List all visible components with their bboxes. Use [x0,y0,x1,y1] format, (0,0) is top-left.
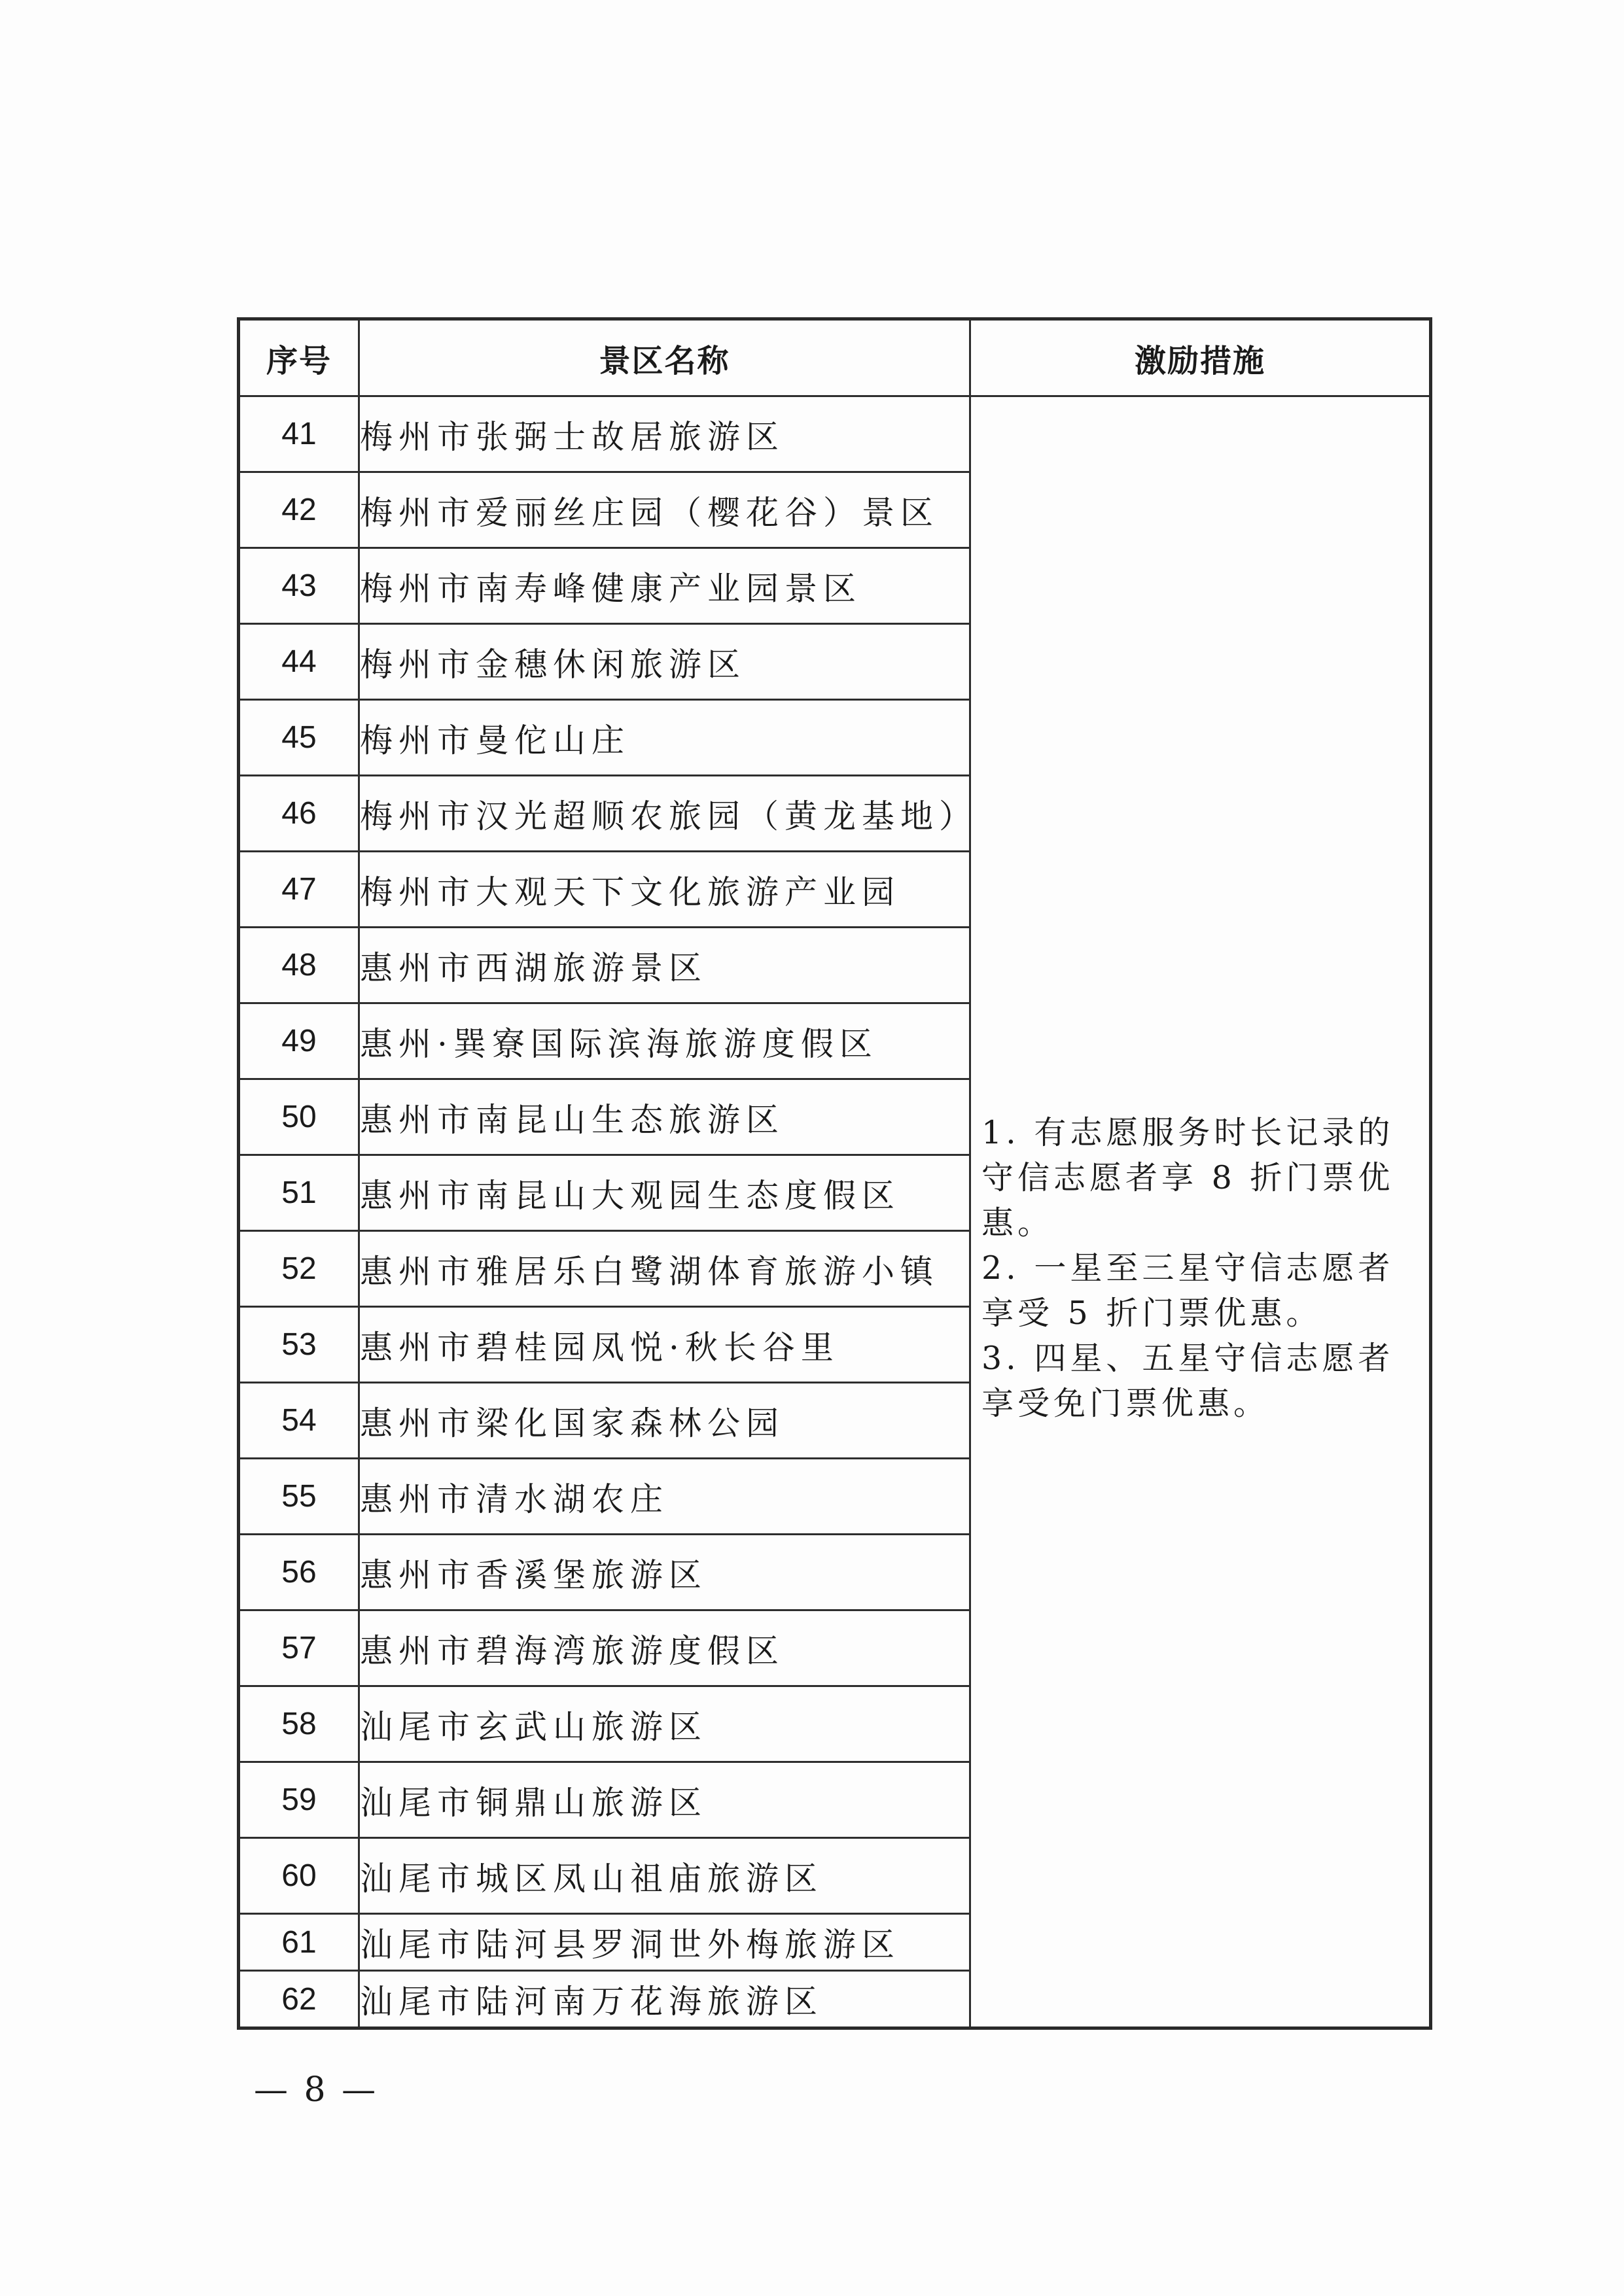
row-number: 42 [239,472,359,548]
scenic-spot-table [237,317,1432,2030]
table-header-row [239,319,1431,396]
scenic-name: 梅州市爱丽丝庄园（樱花谷）景区 [359,472,970,548]
scenic-name: 梅州市大观天下文化旅游产业园 [359,852,970,928]
header-incentive-measures: 激励措施 [970,319,1431,396]
row-number: 62 [239,1971,359,2028]
measure-item-1: 1. 有志愿服务时长记录的守信志愿者享 8 折门票优惠。 [981,1114,1394,1242]
row-number: 49 [239,1003,359,1079]
measure-item-2: 2. 一星至三星守信志愿者享受 5 折门票优惠。 [981,1249,1394,1332]
scenic-name: 汕尾市城区凤山祖庙旅游区 [359,1838,970,1914]
row-number: 41 [239,396,359,472]
row-number: 54 [239,1383,359,1459]
row-number: 60 [239,1838,359,1914]
scenic-name: 惠州市碧桂园凤悦·秋长谷里 [359,1307,970,1383]
scenic-name: 惠州·巽寮国际滨海旅游度假区 [359,1003,970,1079]
row-number: 48 [239,928,359,1003]
incentive-measures-text [981,1110,1419,1426]
scenic-name: 汕尾市陆河南万花海旅游区 [359,1971,970,2028]
row-number: 55 [239,1459,359,1535]
scenic-name: 惠州市碧海湾旅游度假区 [359,1610,970,1686]
scenic-name: 惠州市西湖旅游景区 [359,928,970,1003]
row-number: 59 [239,1762,359,1838]
row-number: 58 [239,1686,359,1762]
row-number: 51 [239,1155,359,1231]
scenic-name: 梅州市张弼士故居旅游区 [359,396,970,472]
row-number: 44 [239,624,359,700]
scenic-name: 梅州市曼佗山庄 [359,700,970,776]
header-scenic-name: 景区名称 [359,319,970,396]
scenic-name: 惠州市清水湖农庄 [359,1459,970,1535]
row-number: 50 [239,1079,359,1155]
scenic-name: 惠州市南昆山大观园生态度假区 [359,1155,970,1231]
incentive-measures-cell [970,396,1431,2028]
row-number: 57 [239,1610,359,1686]
scenic-name: 惠州市南昆山生态旅游区 [359,1079,970,1155]
scenic-name: 梅州市金穗休闲旅游区 [359,624,970,700]
scenic-name: 汕尾市铜鼎山旅游区 [359,1762,970,1838]
row-number: 47 [239,852,359,928]
row-number: 43 [239,548,359,624]
scenic-name: 梅州市汉光超顺农旅园（黄龙基地） [359,776,970,852]
scenic-name: 汕尾市玄武山旅游区 [359,1686,970,1762]
row-number: 61 [239,1914,359,1971]
scenic-name: 惠州市梁化国家森林公园 [359,1383,970,1459]
row-number: 53 [239,1307,359,1383]
scenic-name: 惠州市雅居乐白鹭湖体育旅游小镇 [359,1231,970,1307]
row-number: 45 [239,700,359,776]
scenic-name: 惠州市香溪堡旅游区 [359,1535,970,1610]
scenic-name: 梅州市南寿峰健康产业园景区 [359,548,970,624]
header-serial-number: 序号 [239,319,359,396]
table-row [239,396,1431,472]
row-number: 56 [239,1535,359,1610]
measure-item-3: 3. 四星、五星守信志愿者享受免门票优惠。 [981,1340,1394,1422]
page-number: — 8 — [254,2070,379,2110]
row-number: 46 [239,776,359,852]
scenic-name: 汕尾市陆河县罗洞世外梅旅游区 [359,1914,970,1971]
row-number: 52 [239,1231,359,1307]
